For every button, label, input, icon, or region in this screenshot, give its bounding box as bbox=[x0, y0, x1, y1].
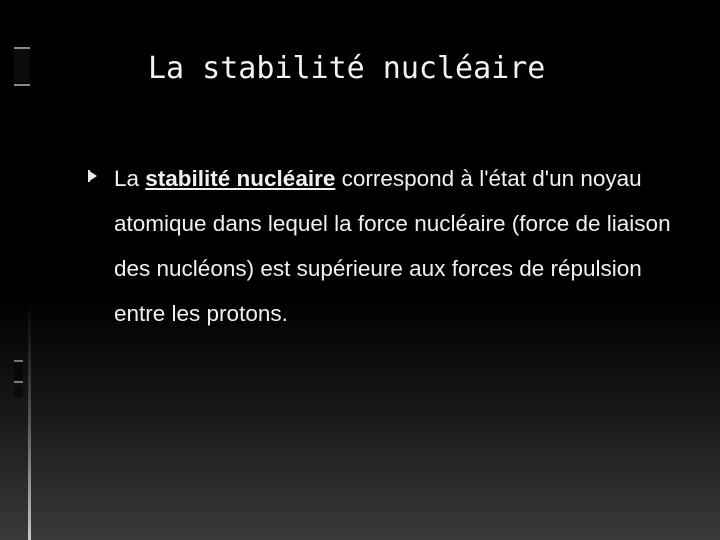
bullet-term: stabilité nucléaire bbox=[145, 166, 336, 191]
decorative-block bbox=[14, 362, 23, 380]
slide-title: La stabilité nucléaire bbox=[148, 51, 546, 86]
bullet-arrow-icon bbox=[88, 170, 97, 182]
decorative-block bbox=[14, 49, 30, 83]
bullet-rest: correspond à l'état d'un noyau atomique dans lequel la force nucléaire (force de liaison des nucléons) est supérieure aux forces de répulsion entre les protons. bbox=[114, 166, 671, 326]
bullet-intro: La bbox=[114, 166, 146, 191]
decorative-block bbox=[14, 385, 23, 397]
bullet-text bbox=[114, 156, 694, 336]
decorative-line bbox=[14, 84, 30, 86]
decorative-line bbox=[14, 381, 23, 383]
